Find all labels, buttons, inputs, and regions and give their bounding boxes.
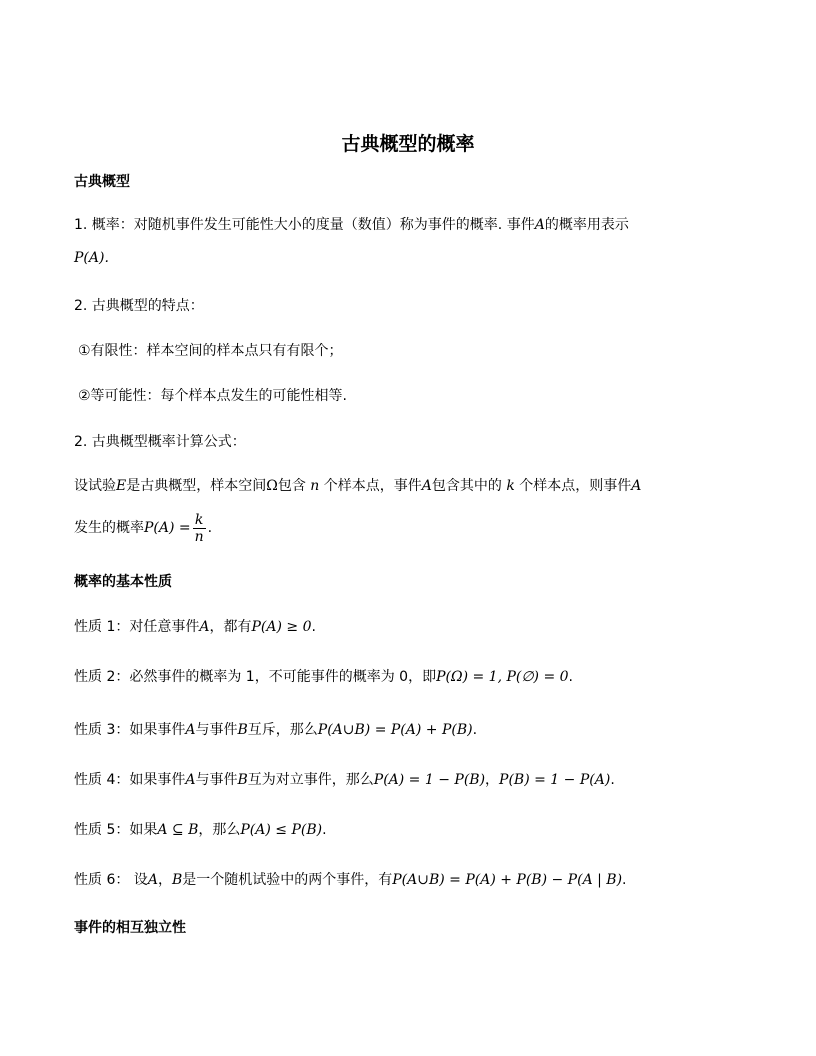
feature-item-2: ②等可能性：每个样本点发生的可能性相等. <box>78 388 347 404</box>
formula-line-2: 发生的概率P(A) = $\frac{k}{n}$ . <box>74 511 213 545</box>
math-formula: P(A). <box>74 250 109 266</box>
property-1: 性质 1：对任意事件A，都有P(A) ≥ 0. <box>74 619 316 635</box>
property-5: 性质 5：如果A ⊆ B，那么P(A) ≤ P(B). <box>74 822 327 838</box>
section-heading-basic-properties: 概率的基本性质 <box>74 574 172 590</box>
formula-line-1: 设试验E是古典概型，样本空间Ω包含 n 个样本点，事件A包含其中的 k 个样本点，则事件A <box>74 478 642 494</box>
page-title: 古典概型的概率 <box>341 133 475 155</box>
features-title: 2. 古典概型的特点： <box>74 298 204 314</box>
property-3: 性质 3：如果事件A与事件B互斥，那么P(A∪B) = P(A) + P(B). <box>74 722 478 738</box>
property-4: 性质 4：如果事件A与事件B互为对立事件，那么P(A) = 1 − P(B)，P(B) = 1 − P(A). <box>74 772 615 788</box>
definition-line-1: 1. 概率：对随机事件发生可能性大小的度量（数值）称为事件的概率. 事件A的概率用表示 <box>74 217 629 233</box>
property-6: 性质 6： 设A，B是一个随机试验中的两个事件，有P(A∪B) = P(A) + P(B) − P(A | B). <box>74 872 627 888</box>
section-heading-independence: 事件的相互独立性 <box>74 920 186 936</box>
definition-line-2 <box>74 248 742 268</box>
property-2: 性质 2：必然事件的概率为 1，不可能事件的概率为 0，即P(Ω) = 1, P(∅) = 0. <box>74 669 573 685</box>
math-var: A <box>534 217 545 233</box>
formula-title: 2. 古典概型概率计算公式： <box>74 434 246 450</box>
fraction-k-over-n: $\frac{k}{n}$ <box>194 511 204 545</box>
feature-item-1: ①有限性：样本空间的样本点只有有限个； <box>78 343 343 359</box>
section-heading-classical: 古典概型 <box>74 174 130 190</box>
